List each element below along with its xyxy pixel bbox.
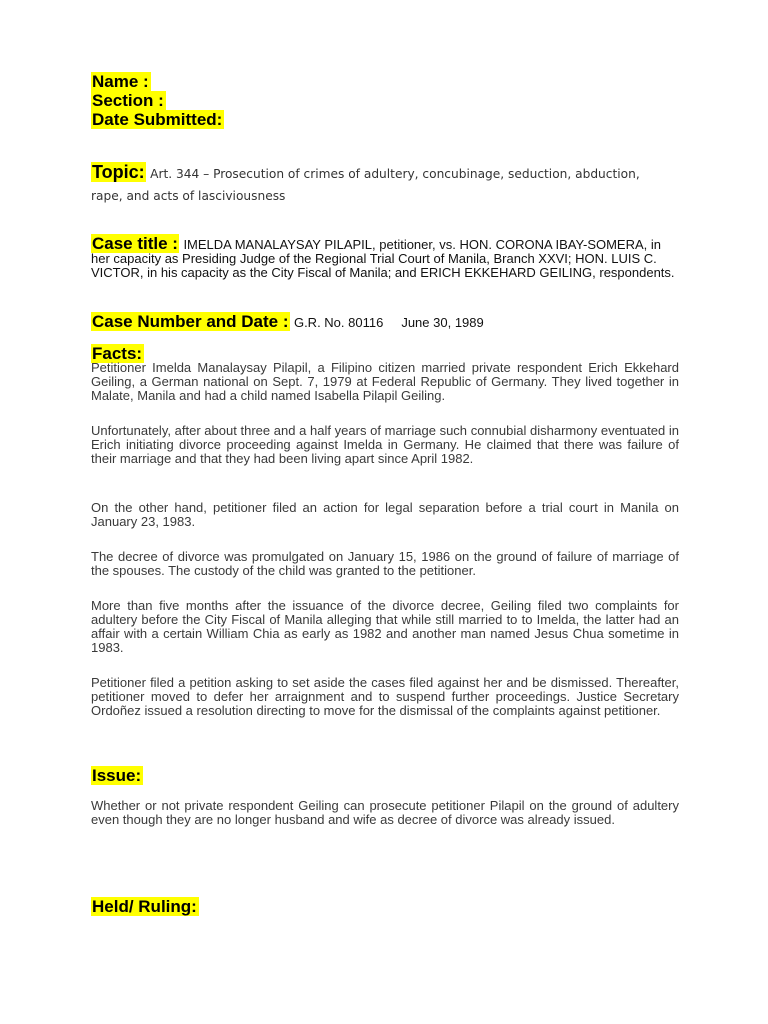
issue-text: Whether or not private respondent Geiling can prosecute petitioner Pilapil on the ground of adultery even though they are no longer husband and wife as decree of divorce was already issued. bbox=[91, 798, 679, 827]
ruling-label: Held/ Ruling: bbox=[92, 897, 197, 916]
case-title-text: IMELDA MANALAYSAY PILAPIL, petitioner, vs. HON. CORONA IBAY-SOMERA, in her capacity as Presiding Judge of the Regional Trial Court of Manila, Branch XXVI; HON. LUIS C. VICTOR, in his capacity as the City Fiscal of Manila; and ERICH EKKEHARD GEILING, respondents. bbox=[91, 237, 675, 280]
facts-paragraph: On the other hand, petitioner filed an action for legal separation before a trial court in Manila on January 23, 1983. bbox=[91, 500, 679, 529]
section-label: Section : bbox=[92, 91, 164, 110]
facts-paragraph: The decree of divorce was promulgated on January 15, 1986 on the ground of failure of marriage of the spouses. The custody of the child was granted to the petitioner. bbox=[91, 549, 679, 578]
student-info-block bbox=[91, 72, 224, 129]
facts-paragraph: More than five months after the issuance of the divorce decree, Geiling filed two complaints for adultery before the City Fiscal of Manila alleging that while still married to to Imelda, the latter had an affair with a certain William Chia as early as 1982 and another man named Jesus Chua sometime in 1983. bbox=[91, 598, 679, 655]
case-date-value: June 30, 1989 bbox=[401, 315, 484, 330]
topic-label: Topic: bbox=[92, 162, 145, 182]
facts-paragraph: Unfortunately, after about three and a half years of marriage such connubial disharmony eventuated in Erich initiating divorce proceeding against Imelda in Germany. He claimed that there was failure of their marriage and that they had been living apart since April 1982. bbox=[91, 423, 679, 466]
facts-paragraph: Petitioner filed a petition asking to set aside the cases filed against her and be dismissed. Thereafter, petitioner moved to defer her arraignment and to suspend further proceedings. Justice Secretary Ordoñez issued a resolution directing to move for the dismissal of the complaints against petitioner. bbox=[91, 675, 679, 718]
name-label: Name : bbox=[92, 72, 149, 91]
case-number-block bbox=[91, 312, 484, 332]
case-title-label: Case title : bbox=[92, 234, 178, 253]
facts-label: Facts: bbox=[92, 344, 143, 363]
topic-block bbox=[91, 162, 651, 207]
issue-label: Issue: bbox=[92, 766, 142, 785]
issue-heading bbox=[91, 766, 143, 786]
facts-paragraph: Petitioner Imelda Manalaysay Pilapil, a Filipino citizen married private respondent Erich Ekkehard Geiling, a German national on Sept. 7, 1979 at Federal Republic of Germany. They lived together in Malate, Manila and had a child named Isabella Pilapil Geiling. bbox=[91, 360, 679, 403]
date-submitted-label: Date Submitted: bbox=[92, 110, 223, 129]
case-title-block bbox=[91, 234, 681, 280]
case-number-value: G.R. No. 80116 bbox=[293, 315, 384, 330]
topic-text: Art. 344 – Prosecution of crimes of adultery, concubinage, seduction, abduction, rape, and acts of lasciviousness bbox=[91, 167, 640, 203]
case-number-label: Case Number and Date : bbox=[92, 312, 289, 331]
ruling-heading bbox=[91, 897, 199, 917]
